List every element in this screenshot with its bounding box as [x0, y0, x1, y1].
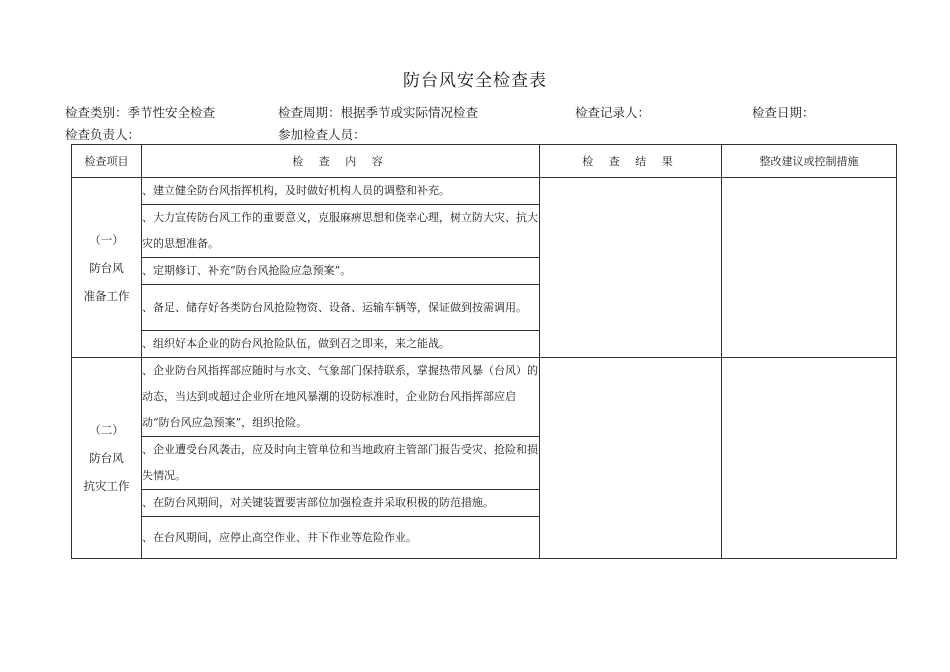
section-title-line1: 防台风	[89, 451, 124, 465]
check-item: 、大力宣传防台风工作的重要意义，克服麻痹思想和侥幸心理，树立防大灾、抗大灾的思想准备。	[142, 205, 540, 258]
check-item: 、组织好本企业的防台风抢险队伍，做到召之即来，来之能战。	[142, 331, 540, 358]
meta-participants: 参加检查人员：	[278, 127, 366, 142]
header-result: 检 查 结 果	[540, 145, 722, 178]
section-label	[72, 358, 142, 559]
section-number: （二）	[89, 423, 124, 437]
check-item: 、在防台风期间，对关键装置要害部位加强检查并采取积极的防范措施。	[142, 490, 540, 517]
check-item: 、企业防台风指挥部应随时与水文、气象部门保持联系，掌握热带风暴（台风）的动态，当达到或超过企业所在地风暴潮的设防标准时，企业防台风指挥部应启动“防台风应急预案”，组织抢险。	[142, 358, 540, 437]
section-title-line2: 准备工作	[83, 288, 130, 303]
check-item: 、建立健全防台风指挥机构，及时做好机构人员的调整和补充。	[142, 178, 540, 205]
header-suggestion: 整改建议或控制措施	[722, 145, 897, 178]
table-header-row	[72, 145, 897, 178]
section-number: （一）	[89, 232, 124, 247]
meta-period: 检查周期：根据季节或实际情况检查	[278, 105, 479, 120]
meta-category: 检查类别：季节性安全检查	[65, 105, 216, 120]
document-title: 防台风安全检查表	[403, 71, 547, 91]
section-label	[72, 178, 142, 358]
meta-recorder: 检查记录人：	[575, 105, 651, 120]
result-cell[interactable]	[540, 358, 722, 559]
table-row	[72, 178, 897, 205]
header-item: 检查项目	[72, 145, 142, 178]
header-content: 检 查 内 容	[142, 145, 540, 178]
check-item: 、在台风期间，应停止高空作业、井下作业等危险作业。	[142, 517, 540, 559]
table-row	[72, 358, 897, 437]
check-item: 、企业遭受台风袭击，应及时向主管单位和当地政府主管部门报告受灾、抢险和损失情况。	[142, 437, 540, 490]
check-item: 、定期修订、补充“防台风抢险应急预案”。	[142, 258, 540, 285]
section-title-line2: 抗灾工作	[83, 479, 130, 493]
section-title-line1: 防台风	[89, 260, 124, 275]
result-cell[interactable]	[540, 178, 722, 358]
meta-leader: 检查负责人：	[65, 127, 141, 142]
inspection-table	[71, 144, 897, 559]
meta-date: 检查日期：	[752, 105, 815, 120]
suggestion-cell[interactable]	[722, 178, 897, 358]
check-item: 、备足、储存好各类防台风抢险物资、设备、运输车辆等，保证做到按需调用。	[142, 285, 540, 331]
suggestion-cell[interactable]	[722, 358, 897, 559]
